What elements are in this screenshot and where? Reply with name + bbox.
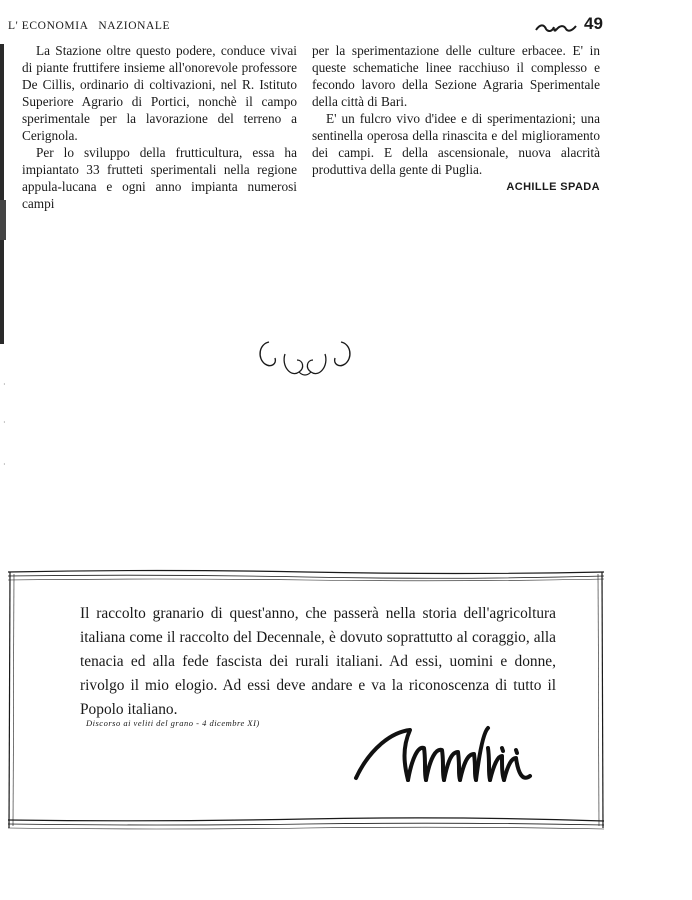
paragraph: E' un fulcro vivo d'idee e di sperimentazioni; una sentinella operosa della rinascita e del miglioramento dei campi. E della ascensionale, nuova alacrità produttiva della gente di Puglia. bbox=[312, 111, 600, 177]
scan-edge-dark bbox=[0, 200, 6, 240]
article-right-column bbox=[312, 42, 600, 196]
article-left-column bbox=[22, 42, 297, 212]
page-number: 49 bbox=[584, 14, 603, 33]
flourish-ornament-icon bbox=[255, 332, 355, 384]
scan-mark: · bbox=[3, 418, 6, 427]
running-head: L' ECONOMIA NAZIONALE bbox=[8, 20, 171, 32]
scan-mark: · bbox=[3, 460, 6, 469]
scan-mark: · bbox=[3, 380, 6, 389]
quote-text: Il raccolto granario di quest'anno, che passerà nella storia dell'agricoltura italiana come il raccolto del Decennale, è dovuto soprattutto al coraggio, alla tenacia ed alla fede fascista dei rurali italiani. Ad essi, uomini e donne, rivolgo il mio elogio. Ad essi deve andare e va la riconoscenza di tutto il Popolo italiano. bbox=[80, 605, 556, 718]
page-ornament-icon bbox=[534, 22, 578, 34]
quote-source: Discorso ai veliti del grano - 4 dicembre XI) bbox=[86, 718, 260, 728]
article-author: ACHILLE SPADA bbox=[506, 181, 600, 193]
paragraph: Per lo sviluppo della frutticultura, essa ha impiantato 33 frutteti sperimentali nella regione appula-lucana e ogni anno impianta numerosi campi bbox=[22, 145, 297, 211]
handwritten-signature bbox=[352, 718, 552, 798]
paragraph: per la sperimentazione delle culture erbacee. E' in queste schematiche linee racchiuso il complesso e fecondo lavoro della Sezione Agraria Sperimentale della città di Bari. bbox=[312, 43, 600, 109]
paragraph: La Stazione oltre questo podere, conduce vivai di piante fruttifere insieme all'onorevole professore De Cillis, ordinario di coltivazioni, nel R. Istituto Superiore Agrario di Portici, nonchè il campo sperimentale per la lavorazione del terreno a Cerignola. bbox=[22, 43, 297, 143]
scan-edge bbox=[0, 44, 4, 344]
